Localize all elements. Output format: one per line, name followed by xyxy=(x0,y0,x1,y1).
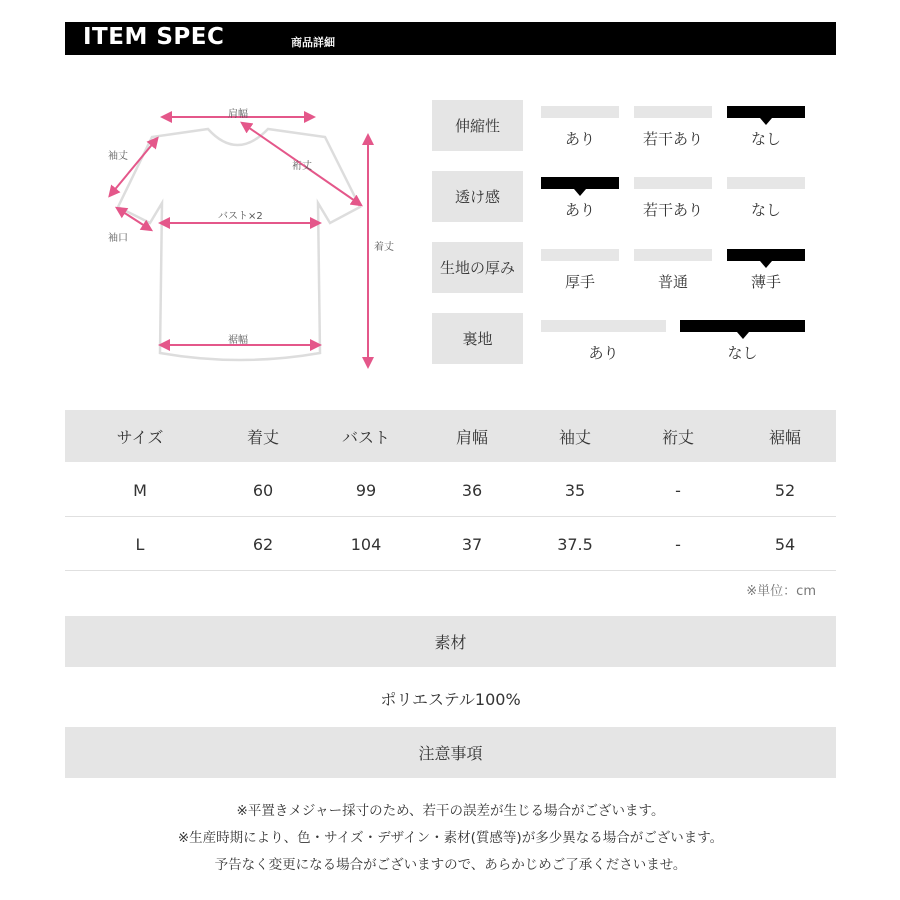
stretch-option-2: 若干あり xyxy=(642,130,703,148)
table-cell-m-sleeve: 35 xyxy=(564,481,586,500)
lining-option-2: なし xyxy=(727,344,758,362)
table-cell-l-length: 62 xyxy=(252,535,274,554)
col-header-sleeve: 袖丈 xyxy=(558,428,591,447)
note-line-1: ※平置きメジャー採寸のため、若干の誤差が生じる場合がございます。 xyxy=(236,803,665,819)
spec-header-bar xyxy=(65,22,836,55)
label-hem: 裾幅 xyxy=(228,335,248,346)
material-value: ポリエステル100% xyxy=(380,690,521,709)
thickness-option-2: 普通 xyxy=(657,273,688,291)
table-cell-m-hem: 52 xyxy=(774,481,796,500)
col-header-size: サイズ xyxy=(116,428,164,447)
table-cell-l-shoulder: 37 xyxy=(461,535,483,554)
feature-label-stretch: 伸縮性 xyxy=(432,100,523,151)
table-cell-l-sleeve: 37.5 xyxy=(557,535,593,554)
spec-title: ITEM SPEC xyxy=(83,24,225,50)
sheer-segment-1-selected xyxy=(541,177,619,189)
table-cell-l-size: L xyxy=(135,535,145,554)
feature-label-sheerness: 透け感 xyxy=(432,171,523,222)
spec-subtitle: 商品詳細 xyxy=(291,36,335,49)
thickness-segment-2 xyxy=(634,249,712,261)
feature-label-lining: 裏地 xyxy=(432,313,523,364)
col-header-length: 着丈 xyxy=(246,428,279,447)
table-cell-l-hem: 54 xyxy=(774,535,796,554)
stretch-option-1: あり xyxy=(564,130,595,148)
stretch-segment-2 xyxy=(634,106,712,118)
stretch-segment-1 xyxy=(541,106,619,118)
table-cell-l-bust: 104 xyxy=(350,535,382,554)
lining-option-1: あり xyxy=(588,344,619,362)
feature-label-thickness: 生地の厚み xyxy=(432,242,523,293)
label-yuki: 裄丈 xyxy=(292,161,312,172)
lining-segment-2-selected xyxy=(680,320,805,332)
table-cell-m-length: 60 xyxy=(252,481,274,500)
note-line-2: ※生産時期により、色・サイズ・デザイン・素材(質感等)が多少異なる場合がございます。 xyxy=(177,830,724,846)
thickness-segment-1 xyxy=(541,249,619,261)
col-header-shoulder: 肩幅 xyxy=(455,428,488,447)
material-heading: 素材 xyxy=(65,616,836,667)
thickness-option-3: 薄手 xyxy=(750,273,781,291)
sheer-segment-3 xyxy=(727,177,805,189)
label-sleeve: 袖丈 xyxy=(108,151,128,162)
notes-heading: 注意事項 xyxy=(65,727,836,778)
label-cuff: 袖口 xyxy=(108,233,128,244)
tshirt-outline-icon xyxy=(100,95,410,380)
col-header-hem: 裾幅 xyxy=(768,428,801,447)
label-bust: バスト×2 xyxy=(218,211,263,222)
label-shoulder: 肩幅 xyxy=(228,109,248,120)
row-divider xyxy=(65,516,836,517)
lining-segment-1 xyxy=(541,320,666,332)
note-line-3: 予告なく変更になる場合がございますので、あらかじめご了承くださいませ。 xyxy=(214,857,687,873)
sheer-segment-2 xyxy=(634,177,712,189)
table-cell-m-yuki: - xyxy=(675,481,681,500)
unit-note: ※単位：cm xyxy=(746,584,816,599)
table-cell-m-shoulder: 36 xyxy=(461,481,483,500)
sheer-option-3: なし xyxy=(750,201,781,219)
table-cell-m-bust: 99 xyxy=(355,481,377,500)
col-header-yuki: 裄丈 xyxy=(661,428,694,447)
stretch-option-3: なし xyxy=(750,130,781,148)
col-header-bust: バスト xyxy=(341,428,390,447)
thickness-segment-3-selected xyxy=(727,249,805,261)
stretch-segment-3-selected xyxy=(727,106,805,118)
table-cell-m-size: M xyxy=(133,481,147,500)
measurement-diagram xyxy=(100,95,410,380)
table-cell-l-yuki: - xyxy=(675,535,681,554)
row-divider xyxy=(65,570,836,571)
sheer-option-2: 若干あり xyxy=(642,201,703,219)
label-length: 着丈 xyxy=(374,242,394,253)
sheer-option-1: あり xyxy=(564,201,595,219)
thickness-option-1: 厚手 xyxy=(564,273,595,291)
